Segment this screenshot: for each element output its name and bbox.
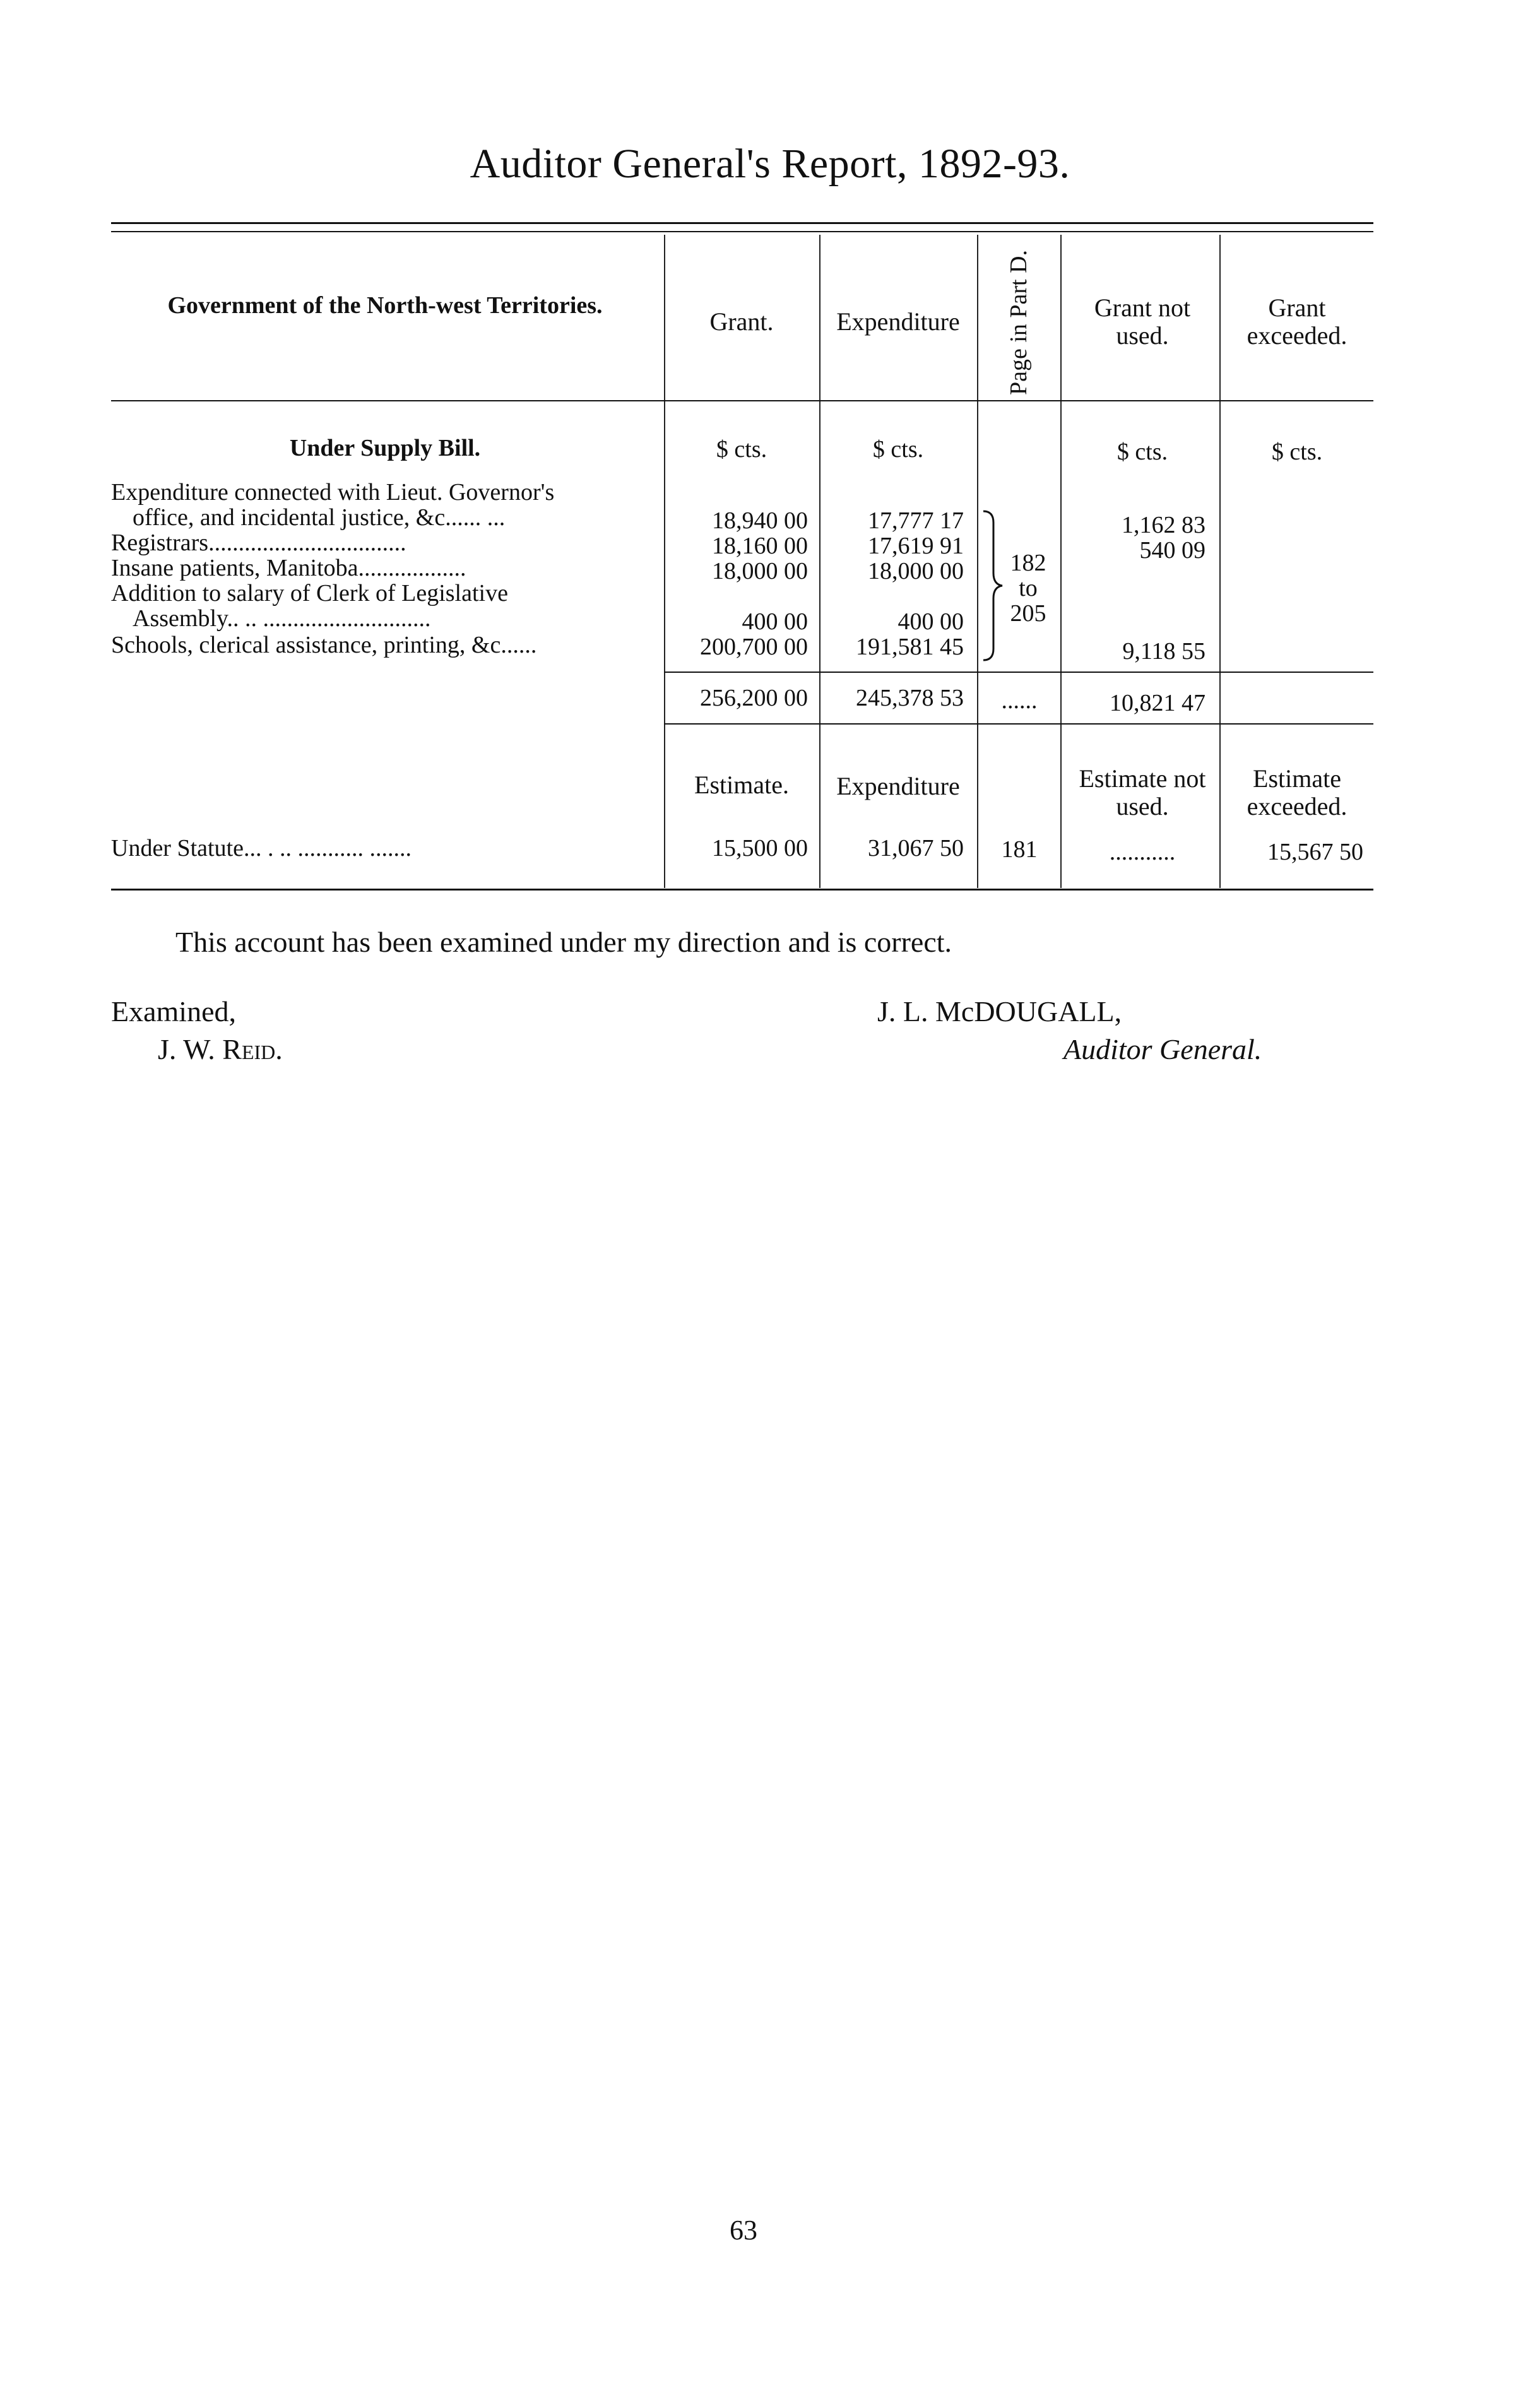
statute-desc: Under Statute... . .. ........... .......	[111, 835, 412, 861]
row-4-grant: 400 00	[742, 608, 808, 635]
grant-units: $ cts.	[716, 436, 767, 463]
grant-exceeded-header: Grant exceeded.	[1247, 293, 1348, 350]
expenditure-units: $ cts.	[872, 436, 924, 463]
row-5-not-used: 9,118 55	[1122, 638, 1205, 665]
page-title: Auditor General's Report, 1892-93.	[470, 141, 1070, 187]
estimate-not-used-header: Estimate not used.	[1079, 764, 1206, 820]
col-rule-4	[1060, 235, 1062, 888]
row-5-desc: Schools, clerical assistance, printing, &c......	[111, 632, 537, 658]
supply-bill-subheading: Under Supply Bill.	[289, 435, 481, 461]
col-rule-1	[664, 235, 665, 888]
top-rule-2	[111, 231, 1373, 232]
col-rule-3	[977, 235, 978, 888]
row-1-grant: 18,940 00	[712, 507, 808, 534]
row-2-desc: Registrars.................................	[111, 530, 406, 556]
table-bottom-rule	[111, 889, 1373, 891]
col-rule-5	[1219, 235, 1221, 888]
row-4-desc-line-2: Assembly.. .. ............................	[133, 605, 431, 632]
row-3-desc: Insane patients, Manitoba..................	[111, 555, 466, 581]
grant-not-used-header: Grant not used.	[1094, 293, 1191, 350]
statute-not-used: ...........	[1109, 839, 1176, 865]
row-4-desc-line-1: Addition to salary of Clerk of Legislative	[111, 580, 508, 607]
row-2-not-used: 540 09	[1139, 537, 1205, 564]
page-range-to-word: to	[1019, 575, 1038, 601]
expenditure-header: Expenditure	[836, 307, 960, 336]
page-range-to: 205	[1010, 600, 1046, 627]
row-4-expenditure: 400 00	[897, 608, 964, 635]
statute-estimate: 15,500 00	[712, 835, 808, 861]
row-3-grant: 18,000 00	[712, 558, 808, 584]
statute-page: 181	[1001, 836, 1038, 863]
examined-label: Examined,	[111, 995, 236, 1027]
row-1-not-used: 1,162 83	[1122, 512, 1205, 538]
row-3-expenditure: 18,000 00	[868, 558, 964, 584]
total-grant: 256,200 00	[700, 685, 808, 711]
total-not-used: 10,821 47	[1110, 690, 1205, 716]
auditor-name: J. L. McDOUGALL,	[877, 995, 1122, 1027]
row-5-grant: 200,700 00	[700, 634, 808, 660]
grant-header: Grant.	[709, 307, 774, 336]
page-range-from: 182	[1010, 550, 1046, 576]
not-used-units: $ cts.	[1116, 439, 1168, 465]
statute-expenditure: 31,067 50	[868, 835, 964, 861]
totals-top-rule	[664, 672, 1373, 673]
statute-exceeded: 15,567 50	[1267, 839, 1363, 865]
row-2-grant: 18,160 00	[712, 533, 808, 559]
statute-expenditure-header: Expenditure	[836, 772, 960, 800]
top-rule	[111, 222, 1373, 224]
certification-text: This account has been examined under my direction and is correct.	[175, 926, 952, 958]
totals-bottom-rule	[664, 723, 1373, 725]
row-5-expenditure: 191,581 45	[856, 634, 964, 660]
total-expenditure: 245,378 53	[856, 685, 964, 711]
row-1-desc-line-1: Expenditure connected with Lieut. Governor's	[111, 479, 555, 506]
examiner-name: J. W. Reid.	[158, 1033, 283, 1065]
header-rule	[111, 400, 1373, 401]
exceeded-units: $ cts.	[1271, 439, 1323, 465]
row-1-expenditure: 17,777 17	[868, 507, 964, 534]
total-page: ......	[1001, 687, 1038, 714]
row-1-desc-line-2: office, and incidental justice, &c...... ...	[133, 504, 506, 531]
section-title: Government of the North-west Territories.	[167, 292, 603, 319]
auditor-title: Auditor General.	[1063, 1033, 1262, 1065]
page-number: 63	[730, 2215, 757, 2246]
row-2-expenditure: 17,619 91	[868, 533, 964, 559]
estimate-exceeded-header: Estimate exceeded.	[1247, 764, 1348, 820]
estimate-header: Estimate.	[694, 771, 789, 799]
page-in-part-d-header: Page in Part D.	[1005, 249, 1032, 396]
